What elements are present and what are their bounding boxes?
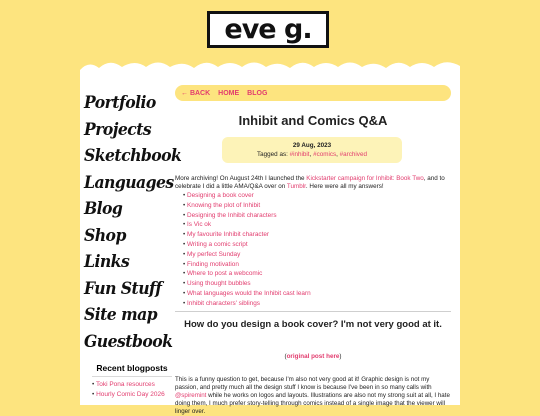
intro-text: , and to celebrate I did a little AMA/Q&A over on — [175, 175, 445, 191]
nav-languages[interactable]: Languages — [84, 172, 174, 193]
question-link[interactable]: • Inhibit characters' siblings — [183, 299, 443, 309]
post-tags: Tagged as: #inhibit, #comics, #archived — [257, 151, 367, 158]
tumblr-link[interactable]: Tumblr — [286, 183, 306, 191]
nav-site-map[interactable]: Site map — [84, 305, 158, 325]
site-logo-text: eve g. — [224, 14, 312, 45]
back-link[interactable]: ← BACK — [181, 89, 211, 97]
paren: ) — [339, 353, 342, 360]
blog-link[interactable]: BLOG — [247, 89, 268, 97]
nav-fun-stuff[interactable]: Fun Stuff — [84, 278, 162, 299]
question-list — [175, 191, 443, 309]
original-post-link[interactable]: original post here — [286, 353, 340, 360]
recent-post-link[interactable]: • Toki Pona resources — [92, 380, 172, 390]
paren: ( — [284, 353, 287, 360]
nav-guestbook[interactable]: Guestbook — [84, 331, 173, 352]
nav-projects[interactable]: Projects — [84, 119, 152, 140]
sidebar-nav — [84, 90, 182, 355]
question-link[interactable]: • Is Vic ok — [183, 220, 443, 230]
section-divider — [175, 311, 451, 312]
post-date: 29 Aug, 2023 — [292, 142, 332, 149]
kickstarter-link[interactable]: Kickstarter campaign for Inhibit: Book Two — [306, 175, 424, 183]
question-link[interactable]: • What languages would the Inhibit cast learn — [183, 289, 443, 299]
site-logo[interactable] — [207, 11, 329, 48]
question-link[interactable]: • Writing a comic script — [183, 240, 443, 250]
spiremint-link[interactable]: @spiremint — [175, 392, 207, 400]
recent-blogposts-title: Recent blogposts — [92, 363, 172, 377]
original-post-ref — [175, 353, 451, 360]
question-heading: How do you design a book cover? I'm not very good at it. — [184, 319, 442, 330]
tag-link[interactable]: #inhibit — [289, 151, 310, 158]
answer-body: while he works on logos and layouts. Illustrations are also not my strong suit at all, I hate doing them, I much prefer story-telling through comics instead of a single image that the viewer will linger over. — [175, 392, 450, 416]
post-intro — [175, 175, 451, 191]
question-link[interactable]: • My perfect Sunday — [183, 250, 443, 260]
nav-shop[interactable]: Shop — [84, 225, 126, 246]
question-link[interactable]: • Designing the Inhibit characters — [183, 211, 443, 221]
intro-text: . Here were all my answers! — [305, 183, 384, 191]
post-title: Inhibit and Comics Q&A — [238, 113, 388, 128]
tags-label: Tagged as: — [257, 151, 290, 158]
question-link[interactable]: • Knowing the plot of Inhibit — [183, 201, 443, 211]
intro-text: More archiving! On August 24th I launched the — [175, 175, 307, 183]
post-nav-bar — [175, 85, 451, 101]
nav-sketchbook[interactable]: Sketchbook — [84, 146, 182, 166]
home-link[interactable]: HOME — [218, 89, 240, 97]
answer-body: This is a funny question to get, because I'm also not very good at it! Graphic design is not my passion, and pretty much all the design stuff I know is because I've been in so many calls with — [175, 376, 432, 392]
nav-links[interactable]: Links — [84, 252, 130, 272]
answer-text — [175, 376, 451, 416]
main-content — [175, 85, 451, 416]
question-link[interactable]: • My favourite Inhibit character — [183, 230, 443, 240]
question-link[interactable]: • Using thought bubbles — [183, 279, 443, 289]
tag-link[interactable]: #comics — [313, 151, 337, 158]
question-link[interactable]: • Designing a book cover — [183, 191, 443, 201]
nav-portfolio[interactable]: Portfolio — [84, 93, 156, 113]
post-meta — [222, 137, 402, 163]
recent-blogposts — [84, 363, 172, 400]
question-link[interactable]: • Finding motivation — [183, 260, 443, 270]
recent-post-link[interactable]: • Hourly Comic Day 2026 — [92, 390, 172, 400]
question-link[interactable]: • Where to post a webcomic — [183, 269, 443, 279]
nav-blog[interactable]: Blog — [84, 199, 123, 219]
tag-link[interactable]: #archived — [339, 151, 367, 158]
